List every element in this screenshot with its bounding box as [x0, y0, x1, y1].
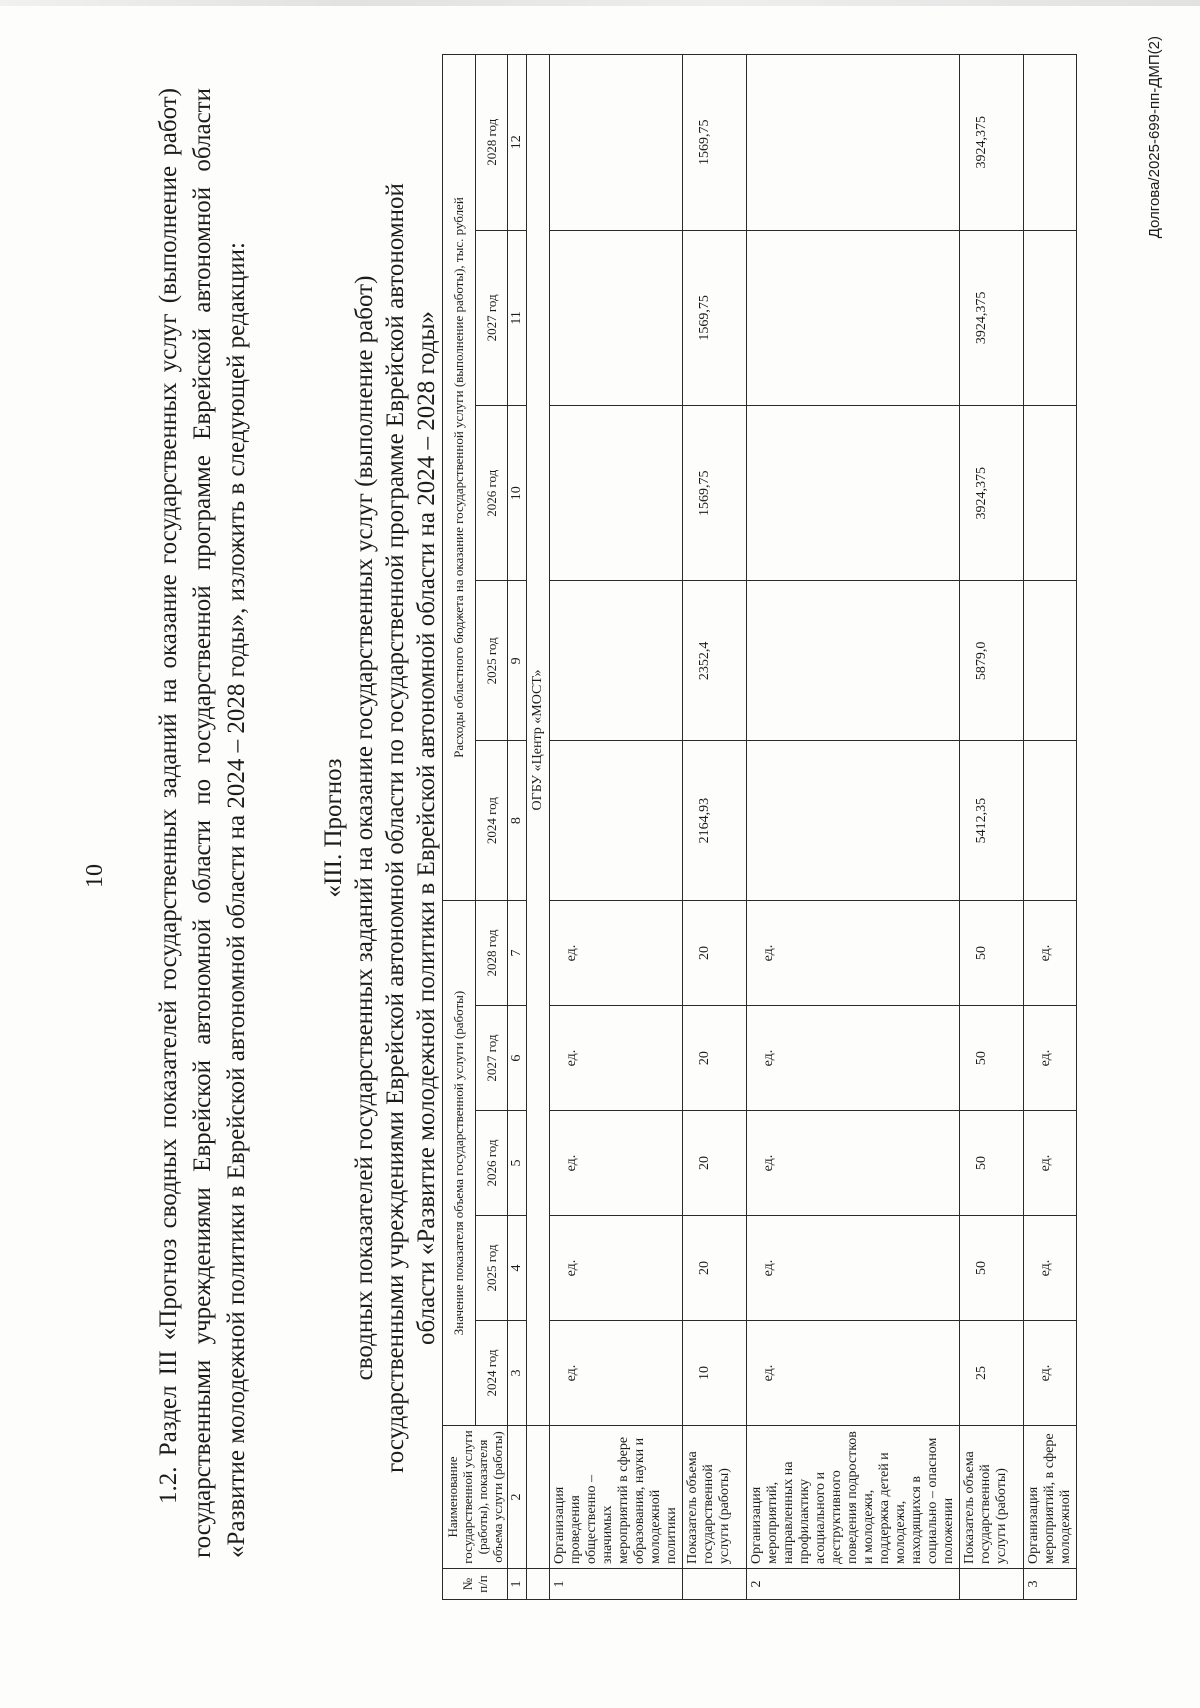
- table-row: [683, 55, 747, 1600]
- header-values-group: Значение показателя объема государственной услуги (работы): [443, 901, 476, 1426]
- expense-cell: 3924,375: [960, 230, 1024, 405]
- section-title: ОГБУ «Центр «МОСТ»: [527, 55, 550, 1426]
- value-cell: 25: [960, 1321, 1024, 1426]
- value-cell: ед.: [747, 1216, 960, 1321]
- column-number: 1: [508, 1569, 527, 1600]
- expense-cell: 5879,0: [960, 581, 1024, 741]
- expense-cell: [550, 230, 683, 405]
- column-number: 3: [508, 1321, 527, 1426]
- column-number: 12: [508, 55, 527, 231]
- value-cell: 10: [683, 1321, 747, 1426]
- value-cell: 50: [960, 1216, 1024, 1321]
- expense-cell: [550, 581, 683, 741]
- expense-cell: 5412,35: [960, 741, 1024, 901]
- expense-cell: [747, 55, 960, 231]
- header-year: 2026 год: [475, 406, 508, 581]
- table-row: [747, 55, 960, 1600]
- table-row: [960, 55, 1024, 1600]
- column-number: 11: [508, 230, 527, 405]
- row-num: 3: [1024, 1569, 1077, 1600]
- expense-cell: 1569,75: [683, 406, 747, 581]
- header-row-years: [475, 55, 508, 1600]
- row-num: [960, 1569, 1024, 1600]
- column-numbers-row: [508, 55, 527, 1600]
- header-expenses-group: Расходы областного бюджета на оказание государственной услуги (выполнение работы), тыс. рублей: [443, 55, 476, 901]
- header-year: 2028 год: [475, 55, 508, 231]
- expense-cell: 3924,375: [960, 55, 1024, 231]
- column-number: 10: [508, 406, 527, 581]
- heading-line-3: государственными учреждениями Еврейской автономной области по государственной программе Еврейской автономной: [382, 183, 409, 1473]
- header-num: № п/п: [443, 1569, 508, 1600]
- value-cell: ед.: [1024, 901, 1077, 1006]
- value-cell: ед.: [1024, 1006, 1077, 1111]
- value-cell: ед.: [1024, 1321, 1077, 1426]
- value-cell: ед.: [550, 1006, 683, 1111]
- row-name: Организация мероприятий, направленных на профилактику асоциального и деструктивного поведения подростков и молодежи, поддержка детей и молодежи, находящихся в социально – опасном положении: [747, 1426, 960, 1569]
- expense-cell: [550, 55, 683, 231]
- intro-text: 1.2. Раздел III «Прогноз сводных показателей государственных заданий на оказание государственных услуг (выполнение работ) государственными учреждениями Еврейской автономной области по государственной программе Еврейской автономной области «Развитие молодежной политики в Еврейской автономной области на 2024 – 2028 годы», изложить в следующей редакции:: [155, 88, 250, 1558]
- column-number: 5: [508, 1111, 527, 1216]
- column-number: 8: [508, 741, 527, 901]
- table-row: [1024, 55, 1077, 1600]
- column-number: 6: [508, 1006, 527, 1111]
- header-year: 2024 год: [475, 1321, 508, 1426]
- row-name: Показатель объема государственной услуги (работы): [960, 1426, 1024, 1569]
- expense-cell: 3924,375: [960, 406, 1024, 581]
- column-number: 7: [508, 901, 527, 1006]
- column-number: 4: [508, 1216, 527, 1321]
- value-cell: 50: [960, 1111, 1024, 1216]
- heading-line-2: сводных показателей государственных заданий на оказание государственных услуг (выполнение работ): [351, 275, 378, 1381]
- header-year: 2025 год: [475, 1216, 508, 1321]
- header-year: 2028 год: [475, 901, 508, 1006]
- value-cell: 20: [683, 1216, 747, 1321]
- header-year: 2025 год: [475, 581, 508, 741]
- page-number: 10: [82, 864, 108, 888]
- expense-cell: [747, 230, 960, 405]
- header-name: Наименование государственной услуги (работы), показателя объема услуги (работы): [443, 1426, 508, 1569]
- header-year: 2026 год: [475, 1111, 508, 1216]
- expense-cell: [747, 741, 960, 901]
- expense-cell: 1569,75: [683, 55, 747, 231]
- expense-cell: [747, 581, 960, 741]
- value-cell: ед.: [1024, 1111, 1077, 1216]
- expense-cell: [1024, 230, 1077, 405]
- value-cell: ед.: [747, 1321, 960, 1426]
- column-number: 9: [508, 581, 527, 741]
- forecast-table: [442, 54, 1077, 1600]
- value-cell: 20: [683, 1006, 747, 1111]
- value-cell: ед.: [550, 1111, 683, 1216]
- column-number: 2: [508, 1426, 527, 1569]
- expense-cell: 2352,4: [683, 581, 747, 741]
- value-cell: ед.: [550, 1216, 683, 1321]
- header-year: 2024 год: [475, 741, 508, 901]
- heading-line-4: области «Развитие молодежной политики в Еврейской автономной области на 2024 – 2028 годы»: [413, 311, 440, 1345]
- value-cell: 50: [960, 901, 1024, 1006]
- header-year: 2027 год: [475, 1006, 508, 1111]
- row-num: [683, 1569, 747, 1600]
- row-num: 1: [550, 1569, 683, 1600]
- value-cell: 20: [683, 1111, 747, 1216]
- row-num: 2: [747, 1569, 960, 1600]
- section-row: [527, 55, 550, 1600]
- value-cell: ед.: [1024, 1216, 1077, 1321]
- expense-cell: [1024, 741, 1077, 901]
- value-cell: ед.: [747, 1111, 960, 1216]
- section-heading: [318, 78, 442, 1578]
- row-name: Организация мероприятий, в сфере молодежной: [1024, 1426, 1077, 1569]
- expense-cell: [550, 406, 683, 581]
- expense-cell: [747, 406, 960, 581]
- header-row-1: [443, 55, 476, 1600]
- value-cell: 20: [683, 901, 747, 1006]
- expense-cell: 1569,75: [683, 230, 747, 405]
- row-name: Показатель объема государственной услуги (работы): [683, 1426, 747, 1569]
- expense-cell: 2164,93: [683, 741, 747, 901]
- intro-paragraph: [152, 88, 254, 1558]
- document-code: Долгова/2025-699-пп-ДМП(2): [1146, 36, 1163, 239]
- expense-cell: [1024, 581, 1077, 741]
- value-cell: ед.: [550, 901, 683, 1006]
- value-cell: ед.: [550, 1321, 683, 1426]
- table-row: [550, 55, 683, 1600]
- row-name: Организация проведения общественно – значимых мероприятий в сфере образования, науки и молодежной политики: [550, 1426, 683, 1569]
- value-cell: ед.: [747, 1006, 960, 1111]
- expense-cell: [550, 741, 683, 901]
- header-year: 2027 год: [475, 230, 508, 405]
- value-cell: 50: [960, 1006, 1024, 1111]
- expense-cell: [1024, 55, 1077, 231]
- expense-cell: [1024, 406, 1077, 581]
- heading-line-1: «III. Прогноз: [320, 758, 347, 898]
- value-cell: ед.: [747, 901, 960, 1006]
